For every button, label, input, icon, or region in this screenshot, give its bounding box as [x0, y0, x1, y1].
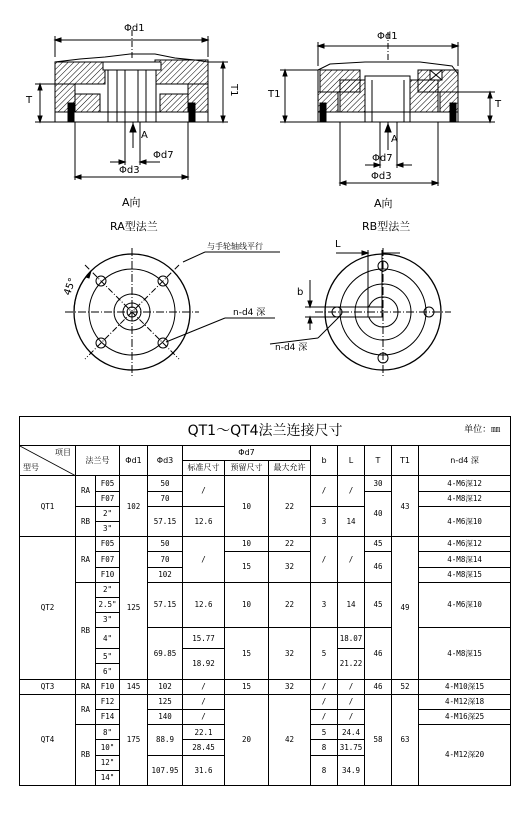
d7-max-cell: 22: [269, 582, 311, 628]
d7-max-cell: 32: [269, 628, 311, 679]
d7-pre-cell: 10: [225, 476, 269, 537]
type-cell: RA: [76, 679, 96, 694]
header-b: b: [311, 446, 338, 476]
nd4-cell: 4-M6深12: [419, 537, 511, 552]
L-cell: 24.4: [338, 725, 365, 740]
T-cell: 45: [365, 537, 392, 552]
d1-cell: 125: [120, 537, 148, 680]
ra-title: RA型法兰: [110, 220, 158, 233]
nd4-cell: 4-M6深12: [419, 476, 511, 491]
b-cell: /: [311, 537, 338, 583]
b-cell: /: [311, 694, 338, 709]
header-item: 项目: [55, 448, 71, 457]
L-cell: 14: [338, 582, 365, 628]
d7-max-cell: 32: [269, 679, 311, 694]
right-A-label: A: [391, 134, 398, 145]
L-cell: /: [338, 710, 365, 725]
table-row: [20, 694, 511, 709]
d7-std-cell: 31.6: [183, 755, 225, 785]
b-cell: 5: [311, 628, 338, 679]
flange-cell: 2": [96, 506, 120, 521]
b-cell: /: [311, 476, 338, 506]
flange-cell: 10": [96, 740, 120, 755]
b-cell: 8: [311, 740, 338, 755]
d7-std-cell: /: [183, 710, 225, 725]
d7-std-cell: 12.6: [183, 506, 225, 536]
d7-pre-cell: 15: [225, 679, 269, 694]
header-nd4: n-d4 深: [419, 446, 511, 476]
left-A-label: A: [141, 130, 148, 141]
d3-cell: 50: [148, 476, 183, 491]
flange-cell: 2": [96, 582, 120, 597]
b-cell: /: [311, 710, 338, 725]
rb-b-label: b: [297, 287, 304, 298]
left-T1-label: T1: [228, 84, 239, 97]
d3-cell: 69.85: [148, 628, 183, 679]
type-cell: RA: [76, 537, 96, 583]
flange-cell: F05: [96, 537, 120, 552]
table-row: [20, 679, 511, 694]
right-d7-label: Φd7: [372, 153, 393, 164]
d7-pre-cell: 10: [225, 537, 269, 552]
type-cell: RB: [76, 725, 96, 786]
nd4-cell: 4-M8深12: [419, 491, 511, 506]
flange-cell: 8": [96, 725, 120, 740]
d3-cell: 125: [148, 694, 183, 709]
ra-angle-label: 45°: [62, 276, 79, 298]
L-cell: 14: [338, 506, 365, 536]
left-d7-label: Φd7: [153, 150, 174, 161]
d7-pre-cell: 15: [225, 628, 269, 679]
d7-std-cell: 12.6: [183, 582, 225, 628]
flange-cell: 3": [96, 521, 120, 536]
table-title: QT1～QT4法兰连接尺寸: [187, 423, 343, 439]
d3-cell: 70: [148, 491, 183, 506]
d3-cell: 57.15: [148, 582, 183, 628]
T-cell: 30: [365, 476, 392, 491]
left-d3-label: Φd3: [119, 165, 140, 176]
model-cell: QT3: [20, 679, 76, 694]
flange-cell: F14: [96, 710, 120, 725]
flange-cell: F10: [96, 679, 120, 694]
flange-cell: 5": [96, 649, 120, 664]
T1-cell: 63: [392, 694, 419, 785]
left-view-label: A向: [122, 196, 141, 209]
d7-pre-cell: 20: [225, 694, 269, 785]
header-flange-no: 法兰号: [76, 446, 120, 476]
header-model: 型号: [23, 463, 39, 473]
model-cell: QT4: [20, 694, 76, 785]
L-cell: /: [338, 679, 365, 694]
d3-cell: 107.95: [148, 755, 183, 785]
nd4-cell: 4-M12深18: [419, 694, 511, 709]
flange-cell: F12: [96, 694, 120, 709]
left-section-view: [35, 30, 228, 180]
ra-hole-label: n-d4 深: [233, 308, 266, 318]
d1-cell: 102: [120, 476, 148, 537]
flange-cell: 12": [96, 755, 120, 770]
d7-std-cell: /: [183, 476, 225, 506]
nd4-cell: 4-M8深14: [419, 552, 511, 567]
d1-cell: 145: [120, 679, 148, 694]
d7-std-cell: 28.45: [183, 740, 225, 755]
L-cell: 31.75: [338, 740, 365, 755]
L-cell: /: [338, 694, 365, 709]
flange-cell: F05: [96, 476, 120, 491]
b-cell: 8: [311, 755, 338, 785]
d7-max-cell: 22: [269, 476, 311, 537]
L-cell: /: [338, 476, 365, 506]
T1-cell: 52: [392, 679, 419, 694]
header-T: T: [365, 446, 392, 476]
T-cell: 45: [365, 582, 392, 628]
table-unit: 单位：㎜: [464, 425, 501, 435]
d7-std-cell: /: [183, 537, 225, 583]
table-title-cell: [20, 417, 511, 446]
right-d3-label: Φd3: [371, 171, 392, 182]
T1-cell: 43: [392, 476, 419, 537]
d3-cell: 140: [148, 710, 183, 725]
T-cell: 58: [365, 694, 392, 785]
L-cell: /: [338, 537, 365, 583]
header-d7-std: 标准尺寸: [183, 461, 225, 476]
flange-cell: F07: [96, 491, 120, 506]
d3-cell: 57.15: [148, 506, 183, 536]
T-cell: 46: [365, 628, 392, 679]
left-T-label: T: [26, 95, 33, 106]
table-row: [20, 476, 511, 491]
b-cell: 5: [311, 725, 338, 740]
nd4-cell: 4-M6深10: [419, 506, 511, 536]
d7-std-cell: 18.92: [183, 649, 225, 679]
b-cell: 3: [311, 506, 338, 536]
rb-hole-label: n-d4 深: [275, 343, 308, 353]
d3-cell: 70: [148, 552, 183, 567]
model-cell: QT1: [20, 476, 76, 537]
L-cell: 21.22: [338, 649, 365, 679]
d7-max-cell: 22: [269, 537, 311, 552]
right-T1-label: T1: [268, 89, 281, 100]
header-diagonal-cell: [20, 446, 76, 476]
d7-pre-cell: 10: [225, 582, 269, 628]
nd4-cell: 4-M16深25: [419, 710, 511, 725]
d3-cell: 102: [148, 567, 183, 582]
left-d1-label: Φd1: [124, 23, 145, 34]
flange-cell: F07: [96, 552, 120, 567]
header-d7-pre: 预留尺寸: [225, 461, 269, 476]
table-row: [20, 537, 511, 552]
d3-cell: 88.9: [148, 725, 183, 755]
b-cell: 3: [311, 582, 338, 628]
flange-cell: 4": [96, 628, 120, 649]
header-L: L: [338, 446, 365, 476]
type-cell: RA: [76, 694, 96, 724]
d7-max-cell: 32: [269, 552, 311, 582]
nd4-cell: 4-M8深15: [419, 567, 511, 582]
flange-cell: F10: [96, 567, 120, 582]
d3-cell: 50: [148, 537, 183, 552]
right-T-label: T: [495, 99, 502, 110]
d3-cell: 102: [148, 679, 183, 694]
b-cell: /: [311, 679, 338, 694]
header-d7: Φd7: [183, 446, 311, 461]
flange-cell: 6": [96, 664, 120, 679]
d1-cell: 175: [120, 694, 148, 785]
header-d1: Φd1: [120, 446, 148, 476]
table-row: [20, 582, 511, 597]
d7-std-cell: /: [183, 679, 225, 694]
T-cell: 40: [365, 491, 392, 537]
nd4-cell: 4-M12深20: [419, 725, 511, 786]
nd4-cell: 4-M10深15: [419, 679, 511, 694]
type-cell: RA: [76, 476, 96, 506]
T-cell: 46: [365, 552, 392, 582]
ra-parallel-note: 与手轮轴线平行: [207, 242, 263, 251]
L-cell: 18.07: [338, 628, 365, 649]
flange-cell: 3": [96, 613, 120, 628]
flange-cell: 14": [96, 770, 120, 785]
d7-std-cell: 22.1: [183, 725, 225, 740]
d7-std-cell: /: [183, 694, 225, 709]
drawing-svg: [0, 0, 529, 405]
technical-drawing: [0, 0, 529, 405]
nd4-cell: 4-M6深10: [419, 582, 511, 628]
right-view-label: A向: [374, 197, 393, 210]
rb-flange-view: [270, 248, 451, 376]
d7-pre-cell: 15: [225, 552, 269, 582]
dimension-table: [19, 416, 510, 808]
right-d1-label: Φd1: [377, 31, 398, 42]
type-cell: RB: [76, 506, 96, 536]
nd4-cell: 4-M8深15: [419, 628, 511, 679]
d7-std-cell: 15.77: [183, 628, 225, 649]
d7-max-cell: 42: [269, 694, 311, 785]
header-d3: Φd3: [148, 446, 183, 476]
header-d7-max: 最大允许: [269, 461, 311, 476]
flange-cell: 2.5": [96, 597, 120, 612]
type-cell: RB: [76, 582, 96, 679]
T-cell: 46: [365, 679, 392, 694]
header-T1: T1: [392, 446, 419, 476]
T1-cell: 49: [392, 537, 419, 680]
model-cell: QT2: [20, 537, 76, 680]
L-cell: 34.9: [338, 755, 365, 785]
rb-title: RB型法兰: [362, 220, 411, 233]
rb-L-label: L: [335, 239, 341, 250]
